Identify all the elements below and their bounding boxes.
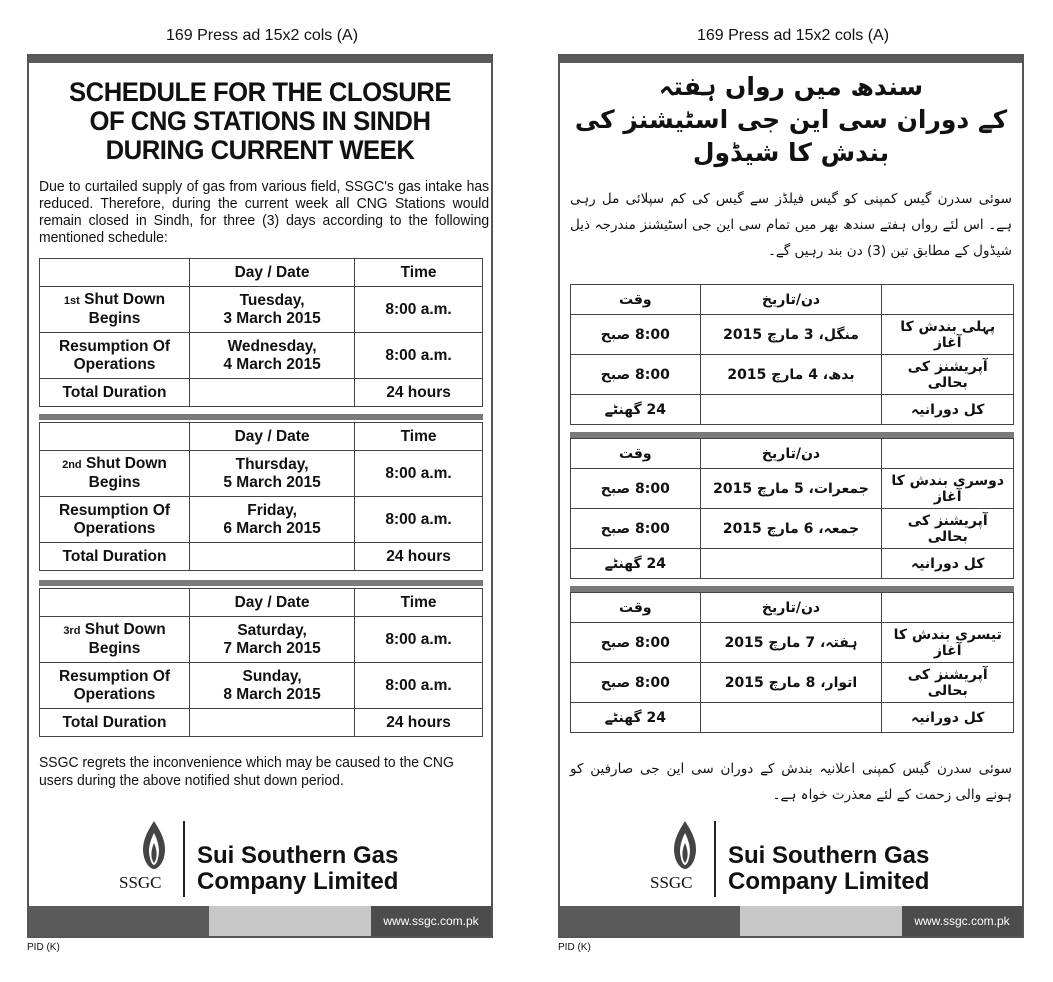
ad-frame	[27, 54, 493, 938]
resumption-row: آپریشنز کی بحالی بدھ، 4 مارچ 2015 8:00 صبح	[571, 355, 1014, 395]
shutdown-row: تیسری بندش کا آغاز ہفتہ، 7 مارچ 2015 8:00 صبح	[571, 623, 1014, 663]
table-header-row: دن/تاریخ وقت	[571, 285, 1014, 315]
resumption-row: Resumption Of Operations Wednesday, 4 March 2015 8:00 a.m.	[40, 333, 483, 379]
table-header-row: Day / Date Time	[40, 589, 483, 617]
frame-top-bar	[560, 56, 1022, 63]
headline-urdu: سندھ میں رواں ہفتہ کے دوران سی این جی اسٹیشنز کی بندش کا شیڈول	[574, 72, 1008, 167]
flame-icon	[141, 821, 167, 869]
shutdown-row: دوسری بندش کا آغاز جمعرات، 5 مارچ 2015 8:00 صبح	[571, 469, 1014, 509]
ad-label: 169 Press ad 15x2 cols (A)	[165, 27, 359, 44]
shutdown-row: 3rd Shut Down Begins Saturday, 7 March 2015 8:00 a.m.	[40, 617, 483, 663]
pid-code: PID (K)	[27, 942, 60, 953]
headline: SCHEDULE FOR THE CLOSURE OF CNG STATIONS IN SINDH DURING CURRENT WEEK	[69, 77, 451, 165]
flame-icon	[672, 821, 698, 869]
table-header-row: Day / Date Time	[40, 423, 483, 451]
logo-abbr: SSGC	[119, 873, 162, 892]
pid-code: PID (K)	[558, 942, 591, 953]
separator	[39, 580, 483, 586]
total-row: کل دورانیہ 24 گھنٹے	[571, 395, 1014, 425]
footer-bar	[29, 906, 491, 936]
table-header-row: Day / Date Time	[40, 259, 483, 287]
ad-label: 169 Press ad 15x2 cols (A)	[696, 27, 890, 44]
footer-bar	[560, 906, 1022, 936]
resumption-row: Resumption Of Operations Friday, 6 March 2015 8:00 a.m.	[40, 497, 483, 543]
total-row: کل دورانیہ 24 گھنٹے	[571, 549, 1014, 579]
schedule-table-urdu-1	[570, 284, 1014, 425]
total-row: Total Duration 24 hours	[40, 379, 483, 407]
shutdown-row: 2nd Shut Down Begins Thursday, 5 March 2015 8:00 a.m.	[40, 451, 483, 497]
resumption-row: آپریشنز کی بحالی جمعہ، 6 مارچ 2015 8:00 صبح	[571, 509, 1014, 549]
logo-abbr: SSGC	[650, 873, 693, 892]
logo-divider	[714, 821, 716, 897]
total-row: Total Duration 24 hours	[40, 543, 483, 571]
schedule-table-urdu-2	[570, 438, 1014, 579]
website-link[interactable]: www.ssgc.com.pk	[371, 906, 491, 936]
frame-top-bar	[29, 56, 491, 63]
schedule-table-3	[39, 588, 483, 737]
logo-divider	[183, 821, 185, 897]
intro-paragraph-urdu: سوئی سدرن گیس کمپنی کو گیس فیلڈز سے گیس کی کم سپلائی مل رہی ہے۔ اس لئے رواں ہفتے سندھ بھر میں تمام سی این جی اسٹیشنز مندرجہ ذیل شیڈول کے مطابق تین (3) دن بند رہیں گے۔	[570, 191, 1012, 259]
company-name: Sui Southern Gas Company Limited	[197, 842, 399, 895]
resumption-row: Resumption Of Operations Sunday, 8 March 2015 8:00 a.m.	[40, 663, 483, 709]
company-name: Sui Southern Gas Company Limited	[728, 842, 930, 895]
total-row: Total Duration 24 hours	[40, 709, 483, 737]
ssgc-logo	[650, 821, 950, 901]
shutdown-row: 1st Shut Down Begins Tuesday, 3 March 2015 8:00 a.m.	[40, 287, 483, 333]
total-row: کل دورانیہ 24 گھنٹے	[571, 703, 1014, 733]
table-header-row: دن/تاریخ وقت	[571, 593, 1014, 623]
ssgc-logo	[119, 821, 419, 901]
regret-note: SSGC regrets the inconvenience which may be caused to the CNG users during the above notified shut down period.	[39, 754, 454, 789]
ad-frame	[558, 54, 1024, 938]
regret-note-urdu: سوئی سدرن گیس کمپنی اعلانیہ بندش کے دوران سی این جی صارفین کو ہونے والی زحمت کے لئے معذرت خواہ ہے۔	[570, 761, 1012, 803]
shutdown-row: پہلی بندش کا آغاز منگل، 3 مارچ 2015 8:00 صبح	[571, 315, 1014, 355]
separator	[39, 414, 483, 420]
resumption-row: آپریشنز کی بحالی اتوار، 8 مارچ 2015 8:00 صبح	[571, 663, 1014, 703]
table-header-row: دن/تاریخ وقت	[571, 439, 1014, 469]
schedule-table-urdu-3	[570, 592, 1014, 733]
intro-paragraph: Due to curtailed supply of gas from various field, SSGC's gas intake has reduced. Therefore, during the current week all CNG Stations would remain closed in Sindh, for three (3) days according to the following mentioned schedule:	[39, 178, 490, 246]
website-link[interactable]: www.ssgc.com.pk	[902, 906, 1022, 936]
schedule-table-2	[39, 422, 483, 571]
schedule-table-1	[39, 258, 483, 407]
